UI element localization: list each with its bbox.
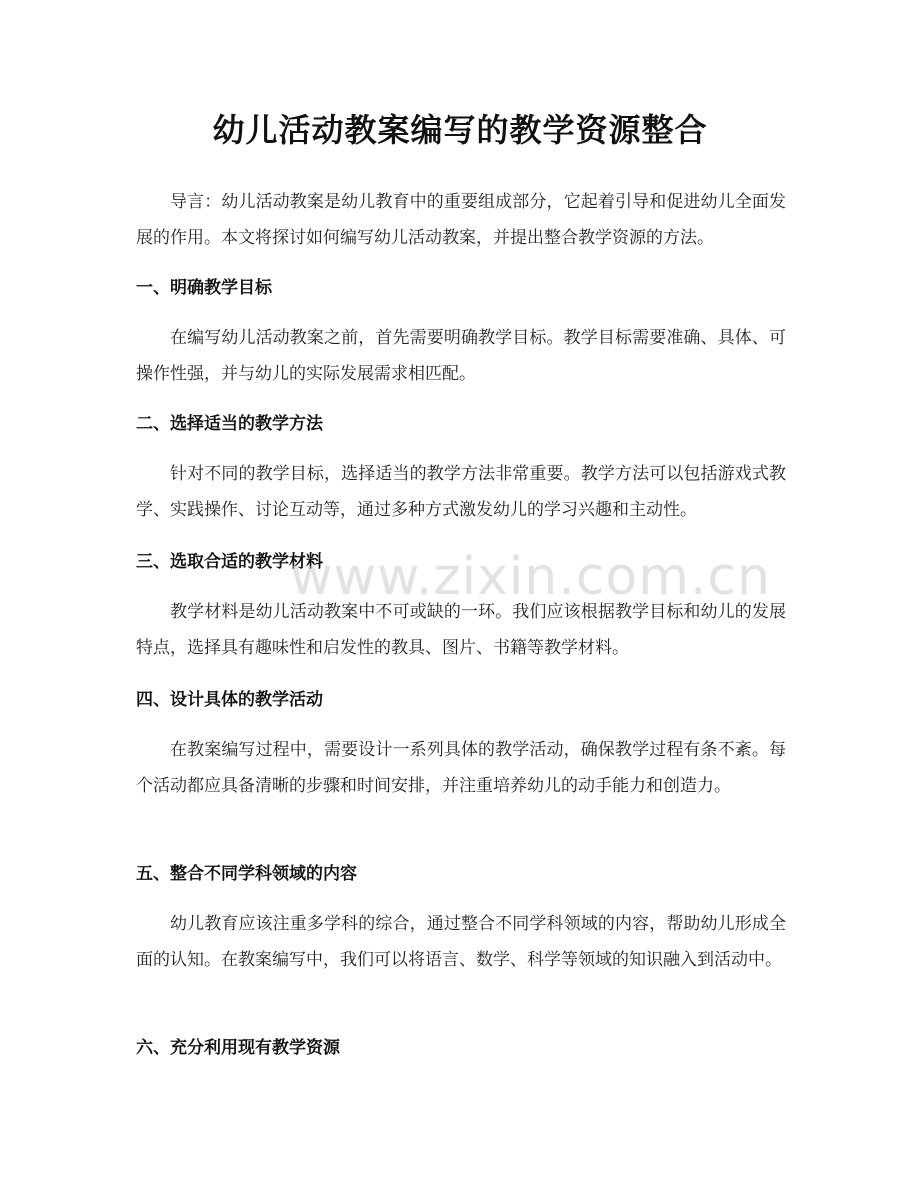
section-heading-5: 五、整合不同学科领域的内容 (136, 864, 357, 884)
section-body-4: 在教案编写过程中，需要设计一系列具体的教学活动，确保教学过程有条不紊。每个活动都应具备清晰的步骤和时间安排，并注重培养幼儿的动手能力和创造力。 (136, 740, 786, 796)
document-title: 幼儿活动教案编写的教学资源整合 (212, 111, 708, 149)
section-body-2: 针对不同的教学目标，选择适当的教学方法非常重要。教学方法可以包括游戏式教学、实践操作、讨论互动等，通过多种方式激发幼儿的学习兴趣和主动性。 (136, 464, 786, 520)
section-body-1: 在编写幼儿活动教案之前，首先需要明确教学目标。教学目标需要准确、具体、可操作性强，并与幼儿的实际发展需求相匹配。 (136, 328, 786, 384)
watermark: www.zixin.com.cn (290, 547, 771, 607)
section-heading-1: 一、明确教学目标 (136, 278, 272, 298)
section-heading-4: 四、设计具体的教学活动 (136, 690, 323, 710)
section-body-3: 教学材料是幼儿活动教案中不可或缺的一环。我们应该根据教学目标和幼儿的发展特点，选择具有趣味性和启发性的教具、图片、书籍等教学材料。 (136, 602, 786, 658)
section-heading-6: 六、充分利用现有教学资源 (136, 1038, 340, 1058)
intro-paragraph: 导言：幼儿活动教案是幼儿教育中的重要组成部分，它起着引导和促进幼儿全面发展的作用。本文将探讨如何编写幼儿活动教案，并提出整合教学资源的方法。 (136, 192, 786, 248)
section-heading-2: 二、选择适当的教学方法 (136, 414, 323, 434)
section-heading-3: 三、选取合适的教学材料 (136, 552, 323, 572)
section-body-5: 幼儿教育应该注重多学科的综合，通过整合不同学科领域的内容，帮助幼儿形成全面的认知。在教案编写中，我们可以将语言、数学、科学等领域的知识融入到活动中。 (136, 914, 786, 970)
